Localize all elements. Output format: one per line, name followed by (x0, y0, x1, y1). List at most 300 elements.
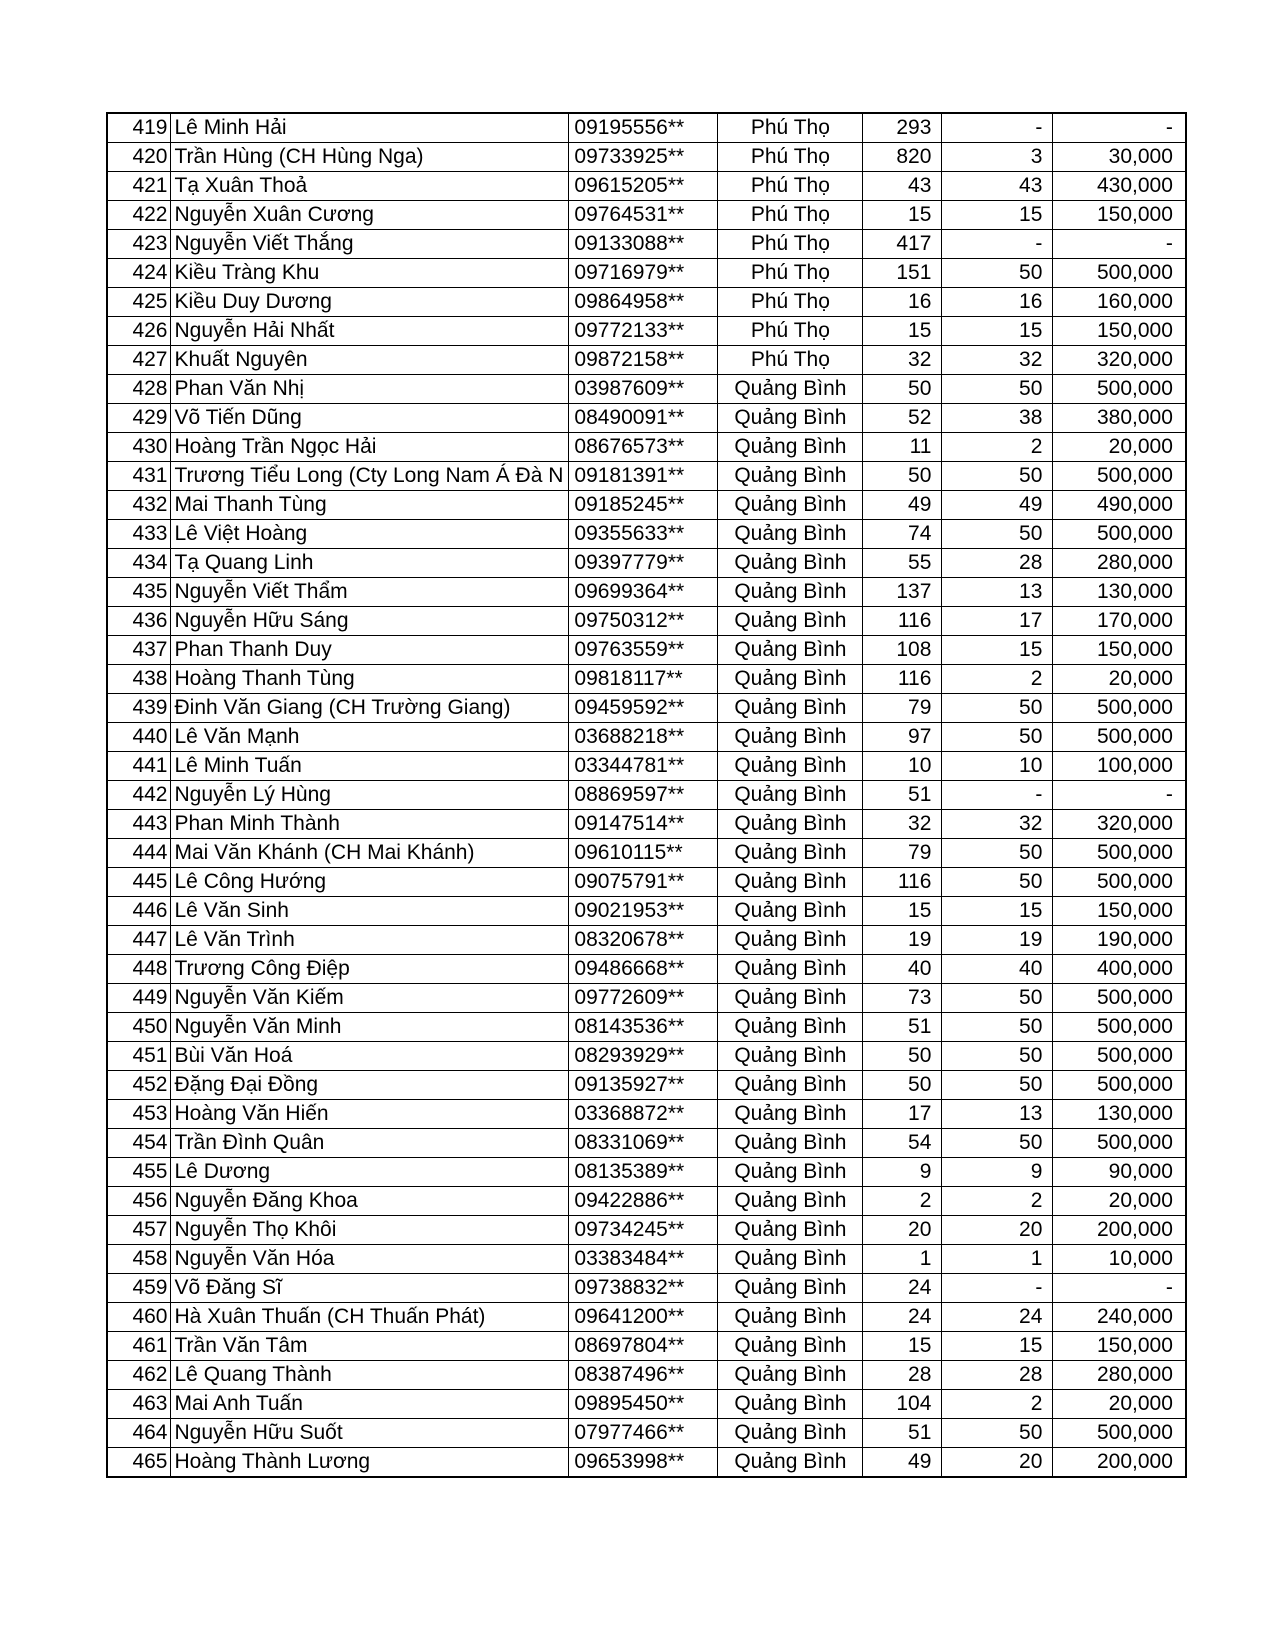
phone-number: 09355633** (569, 520, 718, 549)
quantity-total: 2 (863, 1187, 942, 1216)
quantity-awarded: 50 (942, 1042, 1053, 1071)
row-number: 435 (107, 578, 170, 607)
amount: 130,000 (1053, 1100, 1186, 1129)
table-row (107, 897, 1186, 926)
table-row (107, 520, 1186, 549)
quantity-awarded: - (942, 113, 1053, 143)
row-number: 424 (107, 259, 170, 288)
table-row (107, 607, 1186, 636)
quantity-awarded: 50 (942, 984, 1053, 1013)
quantity-total: 417 (863, 230, 942, 259)
table-row (107, 491, 1186, 520)
quantity-total: 19 (863, 926, 942, 955)
province: Quảng Bình (718, 1245, 863, 1274)
amount: - (1053, 230, 1186, 259)
table-row (107, 1245, 1186, 1274)
quantity-awarded: 2 (942, 433, 1053, 462)
quantity-awarded: 50 (942, 462, 1053, 491)
amount: 150,000 (1053, 201, 1186, 230)
table-row (107, 288, 1186, 317)
phone-number: 03383484** (569, 1245, 718, 1274)
customer-name: Mai Anh Tuấn (170, 1390, 569, 1419)
phone-number: 09181391** (569, 462, 718, 491)
province: Quảng Bình (718, 491, 863, 520)
row-number: 458 (107, 1245, 170, 1274)
table-row (107, 172, 1186, 201)
amount: 150,000 (1053, 897, 1186, 926)
amount: 500,000 (1053, 259, 1186, 288)
phone-number: 09147514** (569, 810, 718, 839)
amount: 320,000 (1053, 346, 1186, 375)
quantity-total: 17 (863, 1100, 942, 1129)
province: Quảng Bình (718, 607, 863, 636)
quantity-total: 97 (863, 723, 942, 752)
amount: 400,000 (1053, 955, 1186, 984)
row-number: 423 (107, 230, 170, 259)
amount: 20,000 (1053, 665, 1186, 694)
customer-name: Hà Xuân Thuấn (CH Thuấn Phát) (170, 1303, 569, 1332)
quantity-awarded: 3 (942, 143, 1053, 172)
province: Quảng Bình (718, 1419, 863, 1448)
phone-number: 08387496** (569, 1361, 718, 1390)
customer-name: Lê Công Hướng (170, 868, 569, 897)
quantity-total: 15 (863, 201, 942, 230)
row-number: 463 (107, 1390, 170, 1419)
province: Quảng Bình (718, 781, 863, 810)
customer-name: Bùi Văn Hoá (170, 1042, 569, 1071)
table-row (107, 1274, 1186, 1303)
amount: 200,000 (1053, 1448, 1186, 1478)
customer-name: Mai Văn Khánh (CH Mai Khánh) (170, 839, 569, 868)
province: Phú Thọ (718, 113, 863, 143)
province: Quảng Bình (718, 665, 863, 694)
customer-name: Nguyễn Viết Thắng (170, 230, 569, 259)
amount: 500,000 (1053, 1129, 1186, 1158)
customer-name: Hoàng Trần Ngọc Hải (170, 433, 569, 462)
customer-name: Trần Hùng (CH Hùng Nga) (170, 143, 569, 172)
quantity-total: 820 (863, 143, 942, 172)
customer-name: Nguyễn Văn Hóa (170, 1245, 569, 1274)
quantity-awarded: 13 (942, 578, 1053, 607)
quantity-total: 108 (863, 636, 942, 665)
province: Quảng Bình (718, 433, 863, 462)
row-number: 444 (107, 839, 170, 868)
quantity-awarded: 16 (942, 288, 1053, 317)
phone-number: 09872158** (569, 346, 718, 375)
quantity-total: 16 (863, 288, 942, 317)
province: Phú Thọ (718, 259, 863, 288)
customer-name: Lê Minh Tuấn (170, 752, 569, 781)
row-number: 443 (107, 810, 170, 839)
customer-name: Phan Minh Thành (170, 810, 569, 839)
phone-number: 09864958** (569, 288, 718, 317)
phone-number: 09021953** (569, 897, 718, 926)
quantity-awarded: 10 (942, 752, 1053, 781)
row-number: 420 (107, 143, 170, 172)
row-number: 453 (107, 1100, 170, 1129)
customer-name: Lê Văn Trình (170, 926, 569, 955)
quantity-total: 137 (863, 578, 942, 607)
row-number: 461 (107, 1332, 170, 1361)
phone-number: 09764531** (569, 201, 718, 230)
phone-number: 03987609** (569, 375, 718, 404)
province: Quảng Bình (718, 549, 863, 578)
row-number: 436 (107, 607, 170, 636)
quantity-total: 50 (863, 462, 942, 491)
customer-name: Lê Văn Mạnh (170, 723, 569, 752)
amount: 280,000 (1053, 549, 1186, 578)
quantity-awarded: 50 (942, 259, 1053, 288)
quantity-total: 43 (863, 172, 942, 201)
amount: 160,000 (1053, 288, 1186, 317)
amount: 500,000 (1053, 984, 1186, 1013)
row-number: 454 (107, 1129, 170, 1158)
quantity-total: 116 (863, 665, 942, 694)
customer-name: Kiều Duy Dương (170, 288, 569, 317)
amount: 500,000 (1053, 462, 1186, 491)
customer-name: Trương Tiểu Long (Cty Long Nam Á Đà N (170, 462, 569, 491)
amount: 190,000 (1053, 926, 1186, 955)
province: Quảng Bình (718, 1129, 863, 1158)
quantity-awarded: 50 (942, 520, 1053, 549)
table-row (107, 636, 1186, 665)
row-number: 457 (107, 1216, 170, 1245)
province: Quảng Bình (718, 868, 863, 897)
phone-number: 08293929** (569, 1042, 718, 1071)
quantity-total: 11 (863, 433, 942, 462)
table-row (107, 201, 1186, 230)
quantity-total: 151 (863, 259, 942, 288)
customer-name: Nguyễn Đăng Khoa (170, 1187, 569, 1216)
customer-name: Mai Thanh Tùng (170, 491, 569, 520)
quantity-awarded: 13 (942, 1100, 1053, 1129)
amount: 200,000 (1053, 1216, 1186, 1245)
table-row (107, 1419, 1186, 1448)
table-row (107, 1303, 1186, 1332)
phone-number: 09133088** (569, 230, 718, 259)
row-number: 462 (107, 1361, 170, 1390)
quantity-total: 104 (863, 1390, 942, 1419)
row-number: 445 (107, 868, 170, 897)
amount: 500,000 (1053, 1419, 1186, 1448)
quantity-total: 50 (863, 1071, 942, 1100)
province: Quảng Bình (718, 636, 863, 665)
row-number: 421 (107, 172, 170, 201)
row-number: 446 (107, 897, 170, 926)
province: Quảng Bình (718, 1013, 863, 1042)
amount: 500,000 (1053, 839, 1186, 868)
customer-name: Nguyễn Hữu Sáng (170, 607, 569, 636)
province: Quảng Bình (718, 1158, 863, 1187)
amount: - (1053, 113, 1186, 143)
customer-name: Hoàng Thanh Tùng (170, 665, 569, 694)
quantity-awarded: 38 (942, 404, 1053, 433)
quantity-total: 9 (863, 1158, 942, 1187)
amount: 10,000 (1053, 1245, 1186, 1274)
province: Phú Thọ (718, 172, 863, 201)
quantity-total: 40 (863, 955, 942, 984)
amount: - (1053, 781, 1186, 810)
customer-name: Nguyễn Hữu Suốt (170, 1419, 569, 1448)
table-row (107, 1390, 1186, 1419)
amount: 20,000 (1053, 1390, 1186, 1419)
table-row (107, 1158, 1186, 1187)
province: Quảng Bình (718, 1042, 863, 1071)
phone-number: 09615205** (569, 172, 718, 201)
quantity-awarded: 15 (942, 1332, 1053, 1361)
phone-number: 09459592** (569, 694, 718, 723)
customer-name: Nguyễn Viết Thẩm (170, 578, 569, 607)
phone-number: 08135389** (569, 1158, 718, 1187)
phone-number: 09772133** (569, 317, 718, 346)
province: Quảng Bình (718, 984, 863, 1013)
quantity-total: 73 (863, 984, 942, 1013)
amount: 380,000 (1053, 404, 1186, 433)
phone-number: 09610115** (569, 839, 718, 868)
table-row (107, 1216, 1186, 1245)
province: Quảng Bình (718, 1216, 863, 1245)
amount: 150,000 (1053, 636, 1186, 665)
quantity-total: 54 (863, 1129, 942, 1158)
quantity-awarded: 50 (942, 1013, 1053, 1042)
customer-name: Trần Văn Tâm (170, 1332, 569, 1361)
quantity-awarded: 15 (942, 897, 1053, 926)
customer-name: Nguyễn Văn Kiếm (170, 984, 569, 1013)
row-number: 440 (107, 723, 170, 752)
row-number: 419 (107, 113, 170, 143)
row-number: 425 (107, 288, 170, 317)
amount: 150,000 (1053, 1332, 1186, 1361)
quantity-awarded: 2 (942, 665, 1053, 694)
amount: 240,000 (1053, 1303, 1186, 1332)
table-row (107, 578, 1186, 607)
amount: 500,000 (1053, 694, 1186, 723)
amount: 500,000 (1053, 1042, 1186, 1071)
table-row (107, 1361, 1186, 1390)
quantity-awarded: - (942, 230, 1053, 259)
quantity-total: 24 (863, 1303, 942, 1332)
quantity-total: 32 (863, 346, 942, 375)
table-row (107, 665, 1186, 694)
province: Quảng Bình (718, 1361, 863, 1390)
quantity-awarded: 15 (942, 317, 1053, 346)
phone-number: 09738832** (569, 1274, 718, 1303)
province: Phú Thọ (718, 230, 863, 259)
quantity-awarded: 50 (942, 1071, 1053, 1100)
quantity-awarded: 17 (942, 607, 1053, 636)
phone-number: 09075791** (569, 868, 718, 897)
quantity-awarded: 15 (942, 201, 1053, 230)
quantity-awarded: 28 (942, 1361, 1053, 1390)
table-row (107, 752, 1186, 781)
customer-name: Đặng Đại Đồng (170, 1071, 569, 1100)
province: Quảng Bình (718, 839, 863, 868)
province: Quảng Bình (718, 926, 863, 955)
quantity-total: 15 (863, 317, 942, 346)
quantity-total: 79 (863, 839, 942, 868)
table-row (107, 317, 1186, 346)
amount: 500,000 (1053, 520, 1186, 549)
province: Quảng Bình (718, 578, 863, 607)
row-number: 432 (107, 491, 170, 520)
table-row (107, 143, 1186, 172)
table-row (107, 694, 1186, 723)
data-table (106, 112, 1187, 1478)
quantity-total: 293 (863, 113, 942, 143)
table-row (107, 1332, 1186, 1361)
row-number: 448 (107, 955, 170, 984)
province: Quảng Bình (718, 1100, 863, 1129)
quantity-total: 74 (863, 520, 942, 549)
quantity-awarded: 20 (942, 1216, 1053, 1245)
row-number: 428 (107, 375, 170, 404)
province: Phú Thọ (718, 346, 863, 375)
table-row (107, 955, 1186, 984)
row-number: 451 (107, 1042, 170, 1071)
phone-number: 09397779** (569, 549, 718, 578)
row-number: 439 (107, 694, 170, 723)
table-row (107, 346, 1186, 375)
phone-number: 09422886** (569, 1187, 718, 1216)
quantity-awarded: 32 (942, 810, 1053, 839)
row-number: 465 (107, 1448, 170, 1478)
province: Quảng Bình (718, 1448, 863, 1478)
amount: 100,000 (1053, 752, 1186, 781)
quantity-awarded: 9 (942, 1158, 1053, 1187)
phone-number: 09716979** (569, 259, 718, 288)
quantity-awarded: 2 (942, 1187, 1053, 1216)
amount: 320,000 (1053, 810, 1186, 839)
province: Phú Thọ (718, 201, 863, 230)
province: Quảng Bình (718, 752, 863, 781)
quantity-total: 24 (863, 1274, 942, 1303)
phone-number: 08490091** (569, 404, 718, 433)
table-row (107, 404, 1186, 433)
table-row (107, 1071, 1186, 1100)
row-number: 427 (107, 346, 170, 375)
row-number: 438 (107, 665, 170, 694)
phone-number: 09641200** (569, 1303, 718, 1332)
province: Phú Thọ (718, 288, 863, 317)
amount: 90,000 (1053, 1158, 1186, 1187)
phone-number: 08331069** (569, 1129, 718, 1158)
table-row (107, 462, 1186, 491)
customer-name: Nguyễn Lý Hùng (170, 781, 569, 810)
phone-number: 03344781** (569, 752, 718, 781)
table-row (107, 810, 1186, 839)
quantity-total: 51 (863, 1419, 942, 1448)
customer-name: Khuất Nguyên (170, 346, 569, 375)
customer-name: Lê Quang Thành (170, 1361, 569, 1390)
customer-name: Kiều Tràng Khu (170, 259, 569, 288)
table-row (107, 433, 1186, 462)
customer-name: Lê Minh Hải (170, 113, 569, 143)
customer-name: Lê Dương (170, 1158, 569, 1187)
province: Quảng Bình (718, 404, 863, 433)
row-number: 452 (107, 1071, 170, 1100)
phone-number: 03688218** (569, 723, 718, 752)
quantity-awarded: 1 (942, 1245, 1053, 1274)
phone-number: 09185245** (569, 491, 718, 520)
customer-name: Võ Đăng Sĩ (170, 1274, 569, 1303)
table-row (107, 1129, 1186, 1158)
table-row (107, 549, 1186, 578)
table-row (107, 868, 1186, 897)
quantity-awarded: 20 (942, 1448, 1053, 1478)
table-row (107, 230, 1186, 259)
province: Quảng Bình (718, 1332, 863, 1361)
amount: 130,000 (1053, 578, 1186, 607)
table-row (107, 113, 1186, 143)
amount: 500,000 (1053, 1013, 1186, 1042)
quantity-total: 52 (863, 404, 942, 433)
quantity-total: 51 (863, 1013, 942, 1042)
row-number: 464 (107, 1419, 170, 1448)
table-row (107, 1100, 1186, 1129)
customer-name: Đinh Văn Giang (CH Trường Giang) (170, 694, 569, 723)
phone-number: 09818117** (569, 665, 718, 694)
quantity-total: 15 (863, 897, 942, 926)
phone-number: 07977466** (569, 1419, 718, 1448)
table-row (107, 926, 1186, 955)
province: Quảng Bình (718, 1390, 863, 1419)
province: Quảng Bình (718, 810, 863, 839)
quantity-total: 50 (863, 1042, 942, 1071)
amount: 20,000 (1053, 433, 1186, 462)
phone-number: 09699364** (569, 578, 718, 607)
quantity-awarded: 49 (942, 491, 1053, 520)
quantity-total: 10 (863, 752, 942, 781)
quantity-total: 50 (863, 375, 942, 404)
customer-name: Lê Việt Hoàng (170, 520, 569, 549)
phone-number: 09135927** (569, 1071, 718, 1100)
row-number: 449 (107, 984, 170, 1013)
row-number: 447 (107, 926, 170, 955)
amount: 500,000 (1053, 868, 1186, 897)
province: Quảng Bình (718, 955, 863, 984)
quantity-awarded: 50 (942, 694, 1053, 723)
quantity-awarded: - (942, 1274, 1053, 1303)
amount: 20,000 (1053, 1187, 1186, 1216)
table-row (107, 1013, 1186, 1042)
phone-number: 08869597** (569, 781, 718, 810)
customer-name: Hoàng Văn Hiến (170, 1100, 569, 1129)
province: Quảng Bình (718, 1274, 863, 1303)
quantity-total: 28 (863, 1361, 942, 1390)
customer-name: Nguyễn Thọ Khôi (170, 1216, 569, 1245)
row-number: 442 (107, 781, 170, 810)
phone-number: 09653998** (569, 1448, 718, 1478)
customer-name: Nguyễn Hải Nhất (170, 317, 569, 346)
quantity-awarded: 40 (942, 955, 1053, 984)
customer-name: Võ Tiến Dũng (170, 404, 569, 433)
row-number: 460 (107, 1303, 170, 1332)
quantity-total: 116 (863, 868, 942, 897)
row-number: 455 (107, 1158, 170, 1187)
customer-name: Phan Thanh Duy (170, 636, 569, 665)
quantity-total: 116 (863, 607, 942, 636)
phone-number: 09195556** (569, 113, 718, 143)
quantity-awarded: 2 (942, 1390, 1053, 1419)
customer-name: Nguyễn Văn Minh (170, 1013, 569, 1042)
customer-name: Lê Văn Sinh (170, 897, 569, 926)
table-row (107, 1187, 1186, 1216)
row-number: 422 (107, 201, 170, 230)
phone-number: 09772609** (569, 984, 718, 1013)
amount: 170,000 (1053, 607, 1186, 636)
amount: 30,000 (1053, 143, 1186, 172)
row-number: 431 (107, 462, 170, 491)
